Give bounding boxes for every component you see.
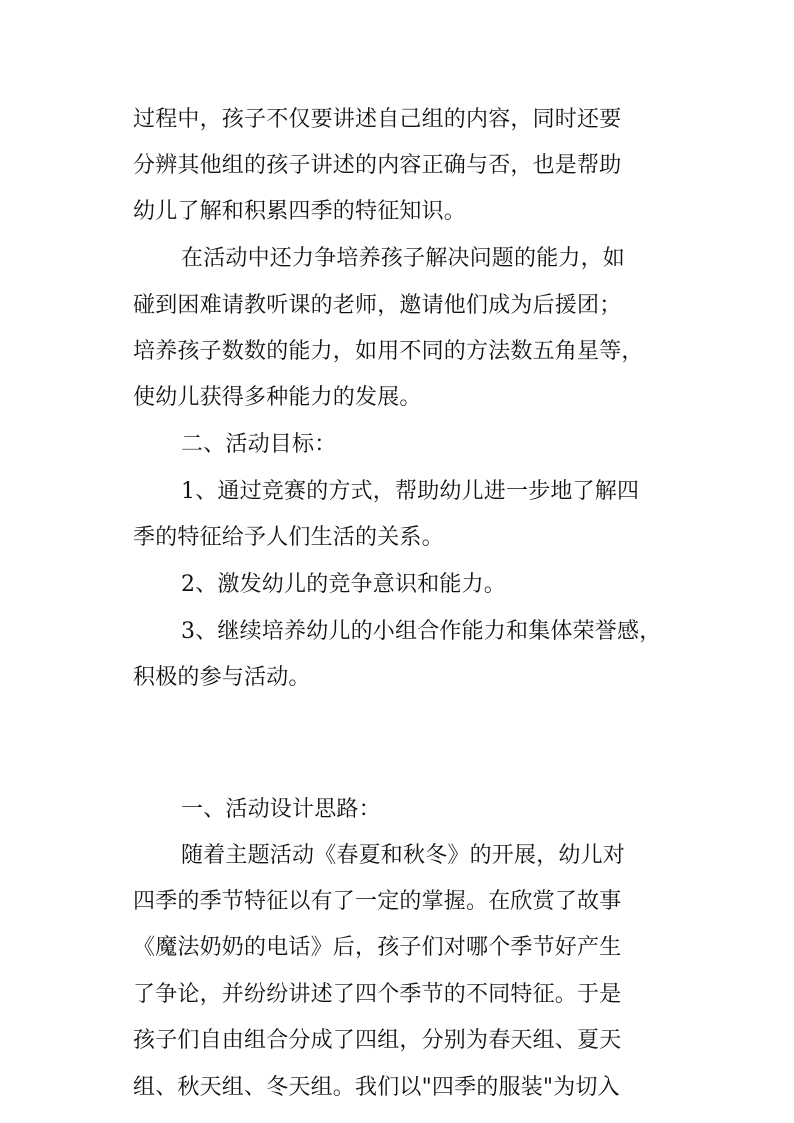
paragraph-line: 碰到困难请教听课的老师，邀请他们成为后援团； [133,293,622,318]
section-heading: 一、活动设计思路： [181,797,381,822]
list-item: 2、激发幼儿的竞争意识和能力。 [181,572,506,597]
paragraph-line: 季的特征给予人们生活的关系。 [133,525,444,550]
paragraph-line: 组、秋天组、冬天组。我们以"四季的服装"为切入 [133,1075,620,1100]
paragraph-line: 孩子们自由组合分成了四组，分别为春天组、夏天 [133,1028,622,1053]
paragraph-line: 《魔法奶奶的电话》后，孩子们对哪个季节好产生 [133,935,622,960]
list-item: 1、通过竞赛的方式，帮助幼儿进一步地了解四 [181,479,640,504]
paragraph-line: 了争论，并纷纷讲述了四个季节的不同特征。于是 [133,982,622,1007]
paragraph-line: 在活动中还力争培养孩子解决问题的能力，如 [181,246,626,271]
paragraph-line: 分辨其他组的孩子讲述的内容正确与否，也是帮助 [133,153,622,178]
list-item: 3、继续培养幼儿的小组合作能力和集体荣誉感， [181,619,662,644]
paragraph-line: 四季的季节特征以有了一定的掌握。在欣赏了故事 [133,889,622,914]
paragraph-line: 随着主题活动《春夏和秋冬》的开展，幼儿对 [181,843,626,868]
paragraph-line: 培养孩子数数的能力，如用不同的方法数五角星等， [133,339,644,364]
paragraph-line: 幼儿了解和积累四季的特征知识。 [133,199,467,224]
paragraph-line: 使幼儿获得多种能力的发展。 [133,385,422,410]
paragraph-line: 积极的参与活动。 [133,665,311,690]
paragraph-line: 过程中，孩子不仅要讲述自己组的内容，同时还要 [133,107,622,132]
section-heading: 二、活动目标： [181,432,337,457]
